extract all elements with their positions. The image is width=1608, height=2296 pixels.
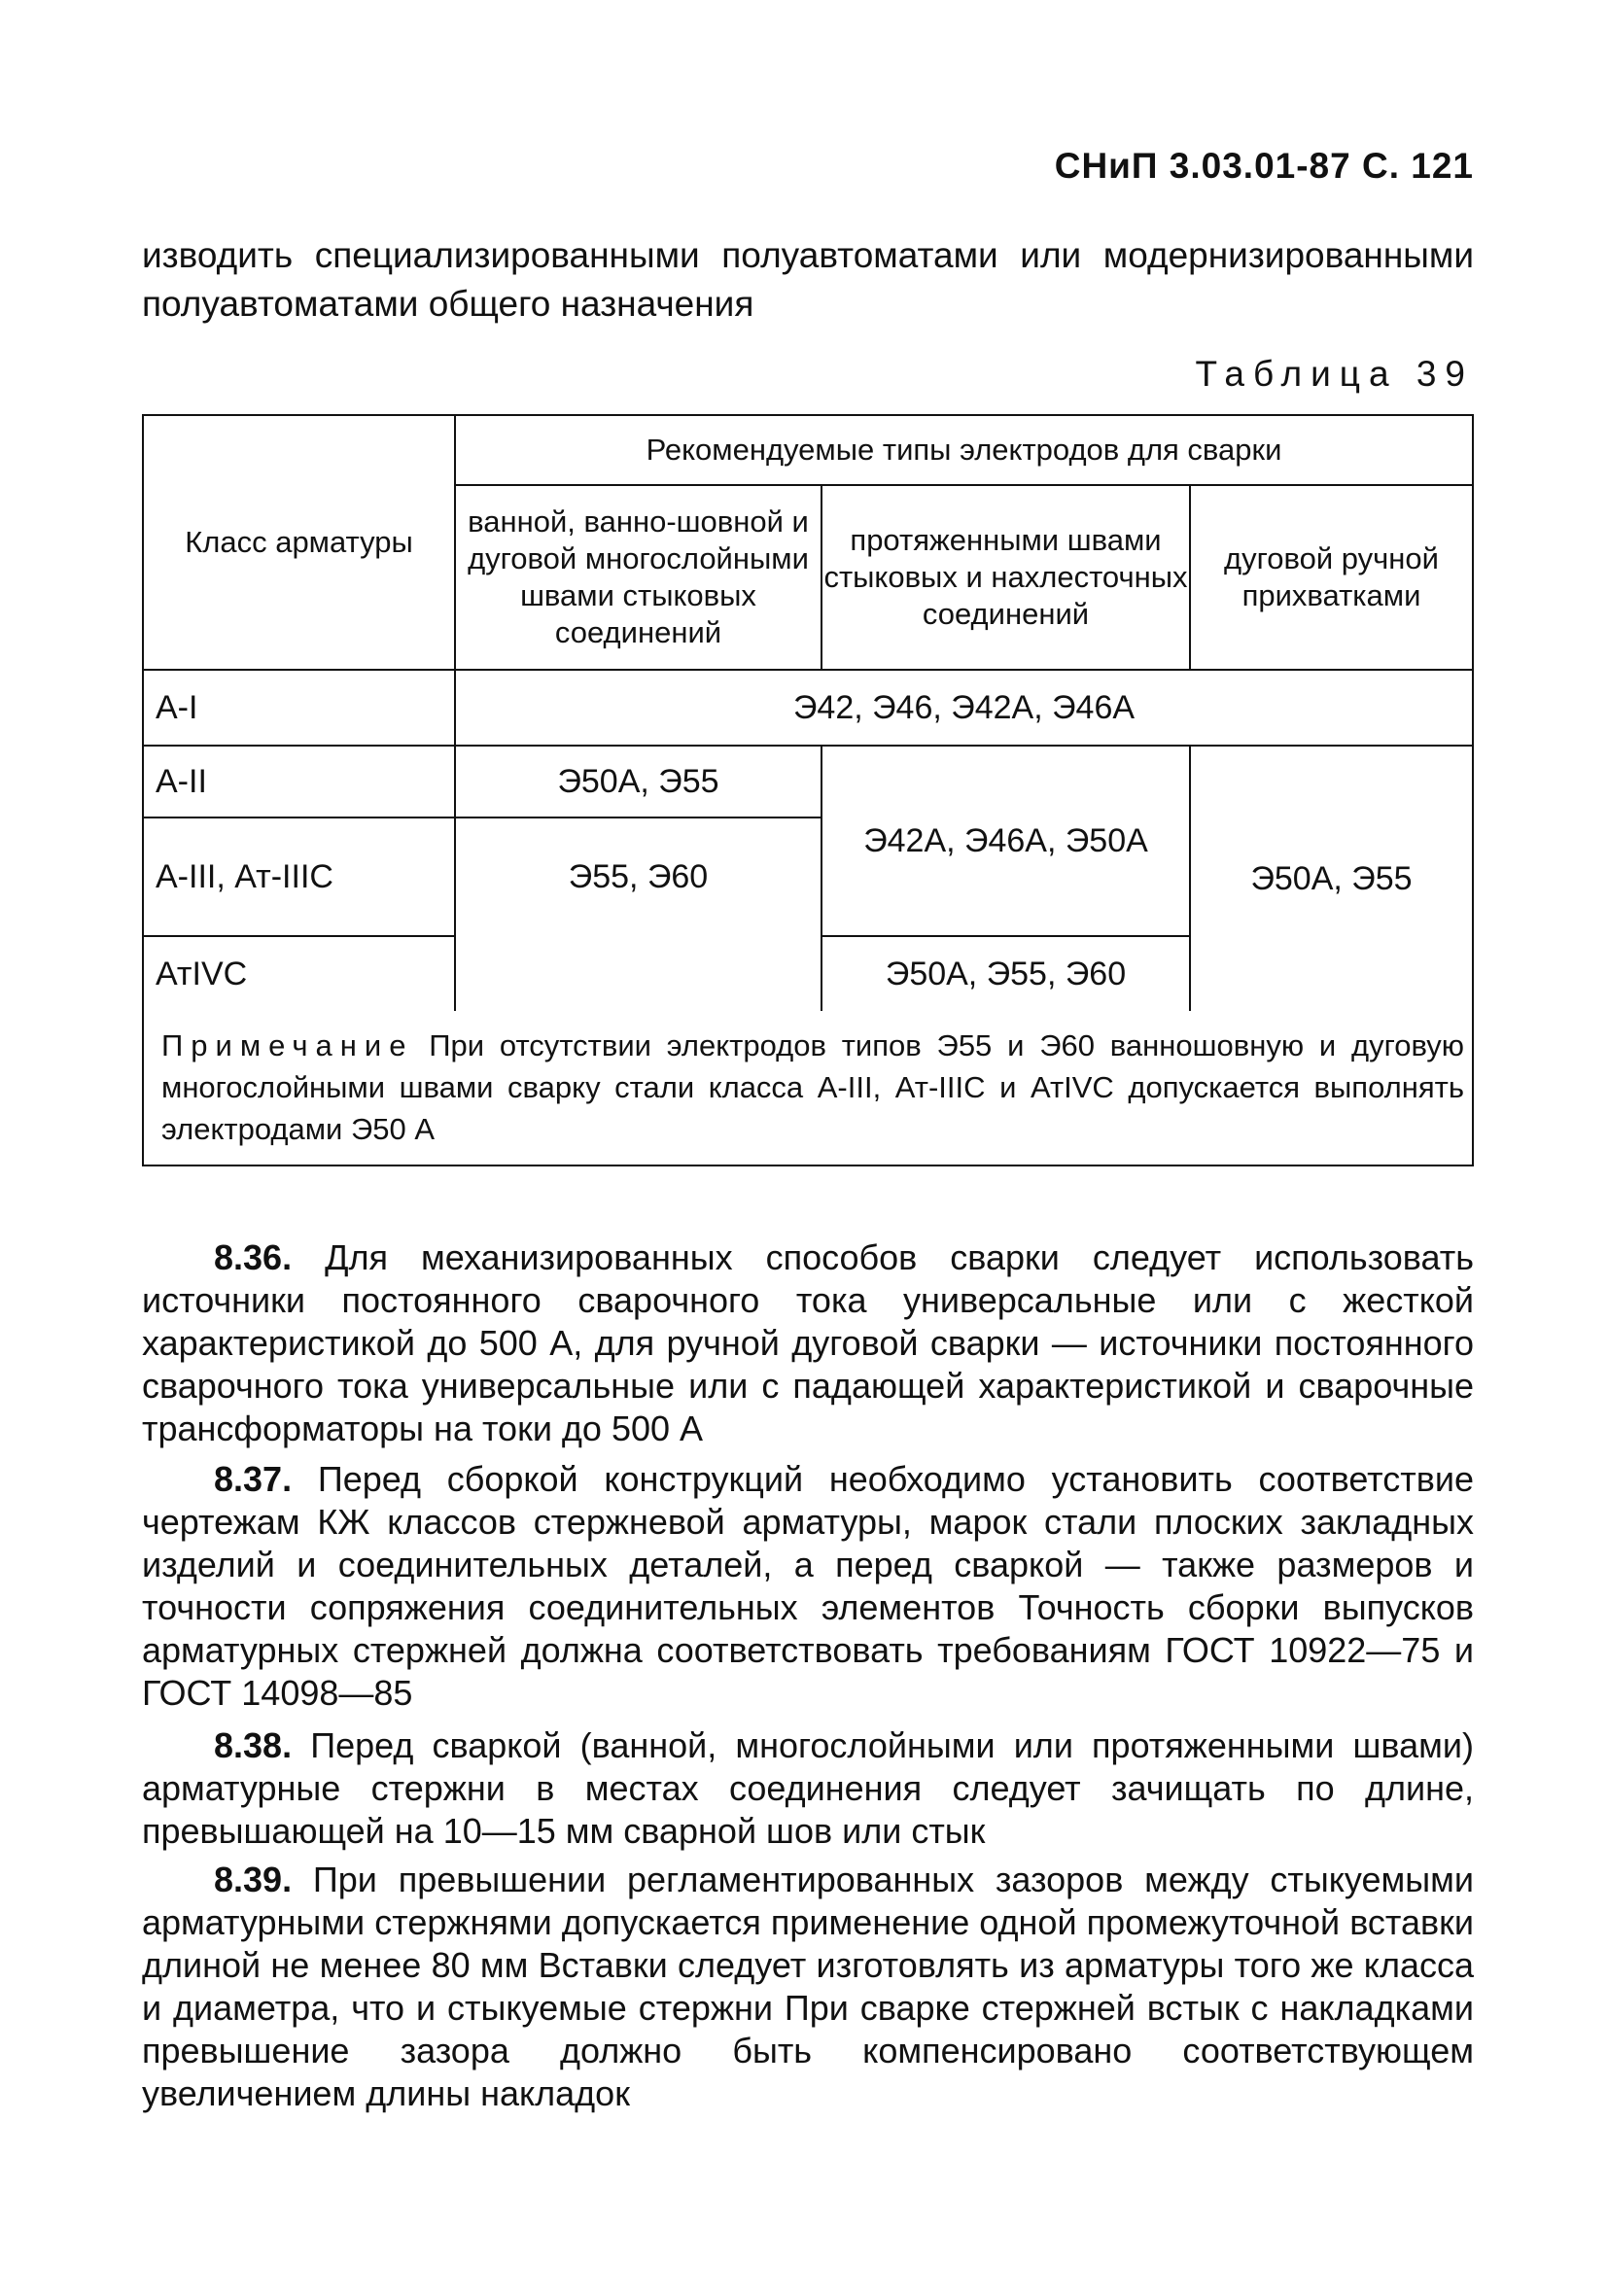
subheader-bath: ванной, ванно-шовной и дуговой многослойными швами стыковых соединений <box>468 504 809 649</box>
paragraph-number: 8.37. <box>214 1459 293 1499</box>
note-text: При отсутствии электродов типов Э55 и Э60 ванношовную и дуговую многослойными швами сварку стали класса А-III, Ат-IIIС и АтIVС допускается выполнять электродами Э50 А <box>161 1028 1464 1146</box>
paragraph-8-37 <box>142 1458 1474 1715</box>
paragraph-number: 8.36. <box>214 1237 293 1277</box>
intro-paragraph: изводить специализированными полуавтоматами или модернизированными полуавтоматами общего назначения <box>142 235 1474 324</box>
header-class: Класс арматуры <box>185 525 413 559</box>
cell-a2-col1: Э50А, Э55 <box>557 763 719 800</box>
running-header: СНиП 3.03.01-87 С. 121 <box>1054 146 1474 186</box>
table-note <box>161 1025 1464 1150</box>
cell-a1-all: Э42, Э46, Э42А, Э46А <box>792 689 1136 726</box>
row-label-a3: А-III, Ат-IIIС <box>156 858 333 895</box>
row-label-a1: А-I <box>156 689 198 726</box>
row-label-a2: А-II <box>156 763 207 800</box>
paragraph-8-39 <box>142 1859 1474 2115</box>
cell-a2a3-col2: Э42А, Э46А, Э50А <box>863 822 1148 859</box>
paragraph-text: При превышении регламентированных зазоров между стыкуемыми арматурными стержнями допускается применение одной промежуточной вставки длиной не менее 80 мм Вставки следует изготовлять из арматуры того же класса и диаметра, что и стыкуемые стержни При сварке стержней встык с накладками превышение зазора должно быть компенсировано соответствующем увеличением длины накладок <box>142 1860 1474 2113</box>
paragraph-text: Для механизированных способов сварки следует использовать источники постоянного сварочного тока универсальные или с жесткой характеристикой до 500 А, для ручной дуговой сварки — источники постоянного сварочного тока универсальные или с падающей характеристикой и сварочные трансформаторы на токи до 500 А <box>142 1237 1474 1448</box>
paragraph-number: 8.38. <box>214 1725 293 1765</box>
cell-a3-col1: Э55, Э60 <box>568 858 709 895</box>
header-group: Рекомендуемые типы электродов для сварки <box>646 433 1282 467</box>
row-label-a4: АтIVС <box>156 956 248 992</box>
cell-a4-col2: Э50А, Э55, Э60 <box>885 956 1127 992</box>
subheader-extended: протяженными швами стыковых и нахлесточных соединений <box>823 523 1188 631</box>
table-caption: Таблица 39 <box>1195 354 1474 394</box>
paragraph-text: Перед сваркой (ванной, многослойными или протяженными швами) арматурные стержни в местах соединения следует зачищать по длине, превышающей на 10—15 мм сварной шов или стык <box>142 1725 1474 1851</box>
paragraph-8-36 <box>142 1236 1474 1450</box>
paragraph-8-38 <box>142 1724 1474 1853</box>
cell-a2a4-col3: Э50А, Э55 <box>1250 860 1413 897</box>
subheader-tack: дуговой ручной прихватками <box>1224 541 1439 612</box>
note-label: Примечание <box>161 1028 414 1062</box>
paragraph-number: 8.39. <box>214 1860 293 1899</box>
paragraph-text: Перед сборкой конструкций необходимо установить соответствие чертежам КЖ классов стержневой арматуры, марок стали плоских закладных изделий и соединительных деталей, а перед сваркой — также размеров и точности сопряжения соединительных элементов Точность сборки выпусков арматурных стержней должна соответствовать требованиям ГОСТ 10922—75 и ГОСТ 14098—85 <box>142 1459 1474 1713</box>
